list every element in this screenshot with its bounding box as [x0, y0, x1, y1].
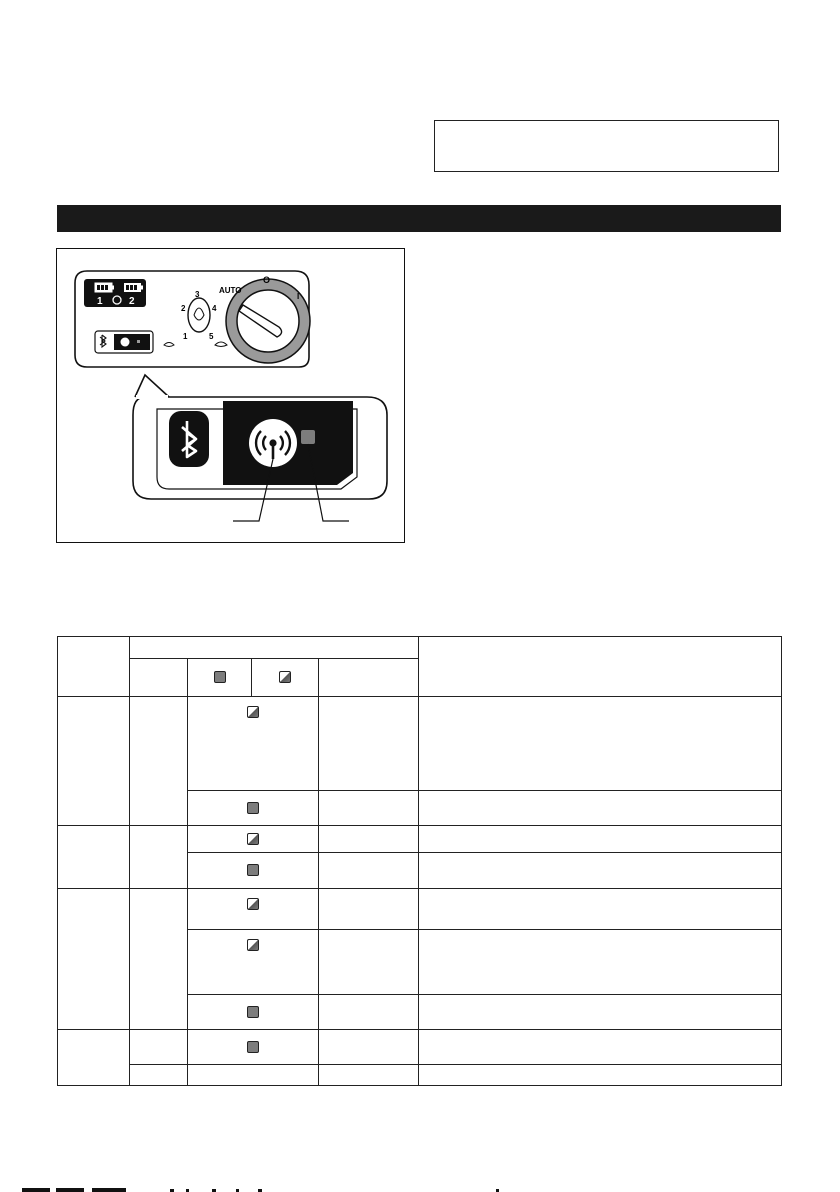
table-cell [319, 930, 419, 995]
lamp-cell [188, 791, 319, 826]
table-cell [319, 697, 419, 791]
status-table [57, 636, 782, 1086]
lamp-blinking-icon [247, 898, 259, 910]
section-heading-bar [57, 205, 781, 232]
bluetooth-badge [169, 411, 209, 467]
wireless-lamp [301, 430, 315, 444]
table-cell [319, 791, 419, 826]
wireless-button-small [114, 334, 150, 350]
dial-number-5: 5 [209, 332, 214, 341]
lamp-blinking-icon [247, 706, 259, 718]
table-cell [188, 1065, 319, 1086]
table-header-row [58, 637, 782, 659]
lamp-cell [188, 930, 319, 995]
speed-dial [188, 298, 210, 332]
wireless-activation-icon [269, 439, 276, 446]
dial-number-4: 4 [212, 304, 217, 313]
table-cell [130, 697, 188, 826]
table-row [58, 697, 782, 791]
lamp-cell [188, 697, 319, 791]
table-row [58, 889, 782, 930]
lamp-on-icon [247, 1006, 259, 1018]
table-cell [319, 826, 419, 853]
table-cell [58, 697, 130, 826]
header-cell [58, 637, 130, 697]
table-cell [419, 1065, 782, 1086]
notice-box [434, 120, 779, 172]
auto-label: AUTO [219, 286, 242, 295]
lamp-cell [188, 995, 319, 1030]
header-cell [319, 659, 419, 697]
table-cell [130, 1030, 188, 1065]
table-cell [419, 889, 782, 930]
dial-number-2: 2 [181, 304, 186, 313]
table-cell [319, 853, 419, 889]
table-row [58, 826, 782, 853]
table-cell [319, 1030, 419, 1065]
panel-illustration [57, 249, 406, 544]
lamp-blinking-icon [247, 833, 259, 845]
on-label: I [297, 292, 300, 301]
table-cell [419, 853, 782, 889]
table-cell [319, 995, 419, 1030]
table-cell [419, 1030, 782, 1065]
lamp-cell [188, 889, 319, 930]
header-cell [419, 637, 782, 697]
table-cell [130, 889, 188, 1030]
battery-1-icon [95, 283, 114, 292]
lamp-on-icon [247, 802, 259, 814]
table-cell [58, 889, 130, 1030]
lamp-cell [188, 853, 319, 889]
table-cell [58, 826, 130, 889]
callout-pointer [135, 375, 169, 397]
table-cell [319, 889, 419, 930]
cropped-footer-text [0, 1186, 840, 1192]
table-row [58, 1030, 782, 1065]
legend-lamp-on-cell [188, 659, 252, 697]
lamp-cell [188, 826, 319, 853]
device-panel-figure [56, 248, 405, 543]
dial-number-1: 1 [183, 332, 188, 341]
table-cell [319, 1065, 419, 1086]
lamp-cell [188, 1030, 319, 1065]
battery-1-label: 1 [97, 296, 103, 307]
battery-2-icon [124, 283, 143, 292]
header-cell [130, 659, 188, 697]
table-row [58, 1065, 782, 1086]
table-cell [419, 930, 782, 995]
legend-lamp-blink-cell [252, 659, 319, 697]
header-cell [130, 637, 419, 659]
wireless-lamp-small [137, 340, 140, 343]
table-cell [130, 826, 188, 889]
table-cell [419, 995, 782, 1030]
lamp-on-icon [214, 671, 226, 683]
off-label: O [263, 275, 271, 285]
lamp-blinking-icon [247, 939, 259, 951]
lamp-on-icon [247, 864, 259, 876]
table-cell [58, 1030, 130, 1086]
table-cell [419, 791, 782, 826]
table-cell [419, 826, 782, 853]
table-cell [419, 697, 782, 791]
lamp-blinking-icon [279, 671, 291, 683]
battery-2-label: 2 [129, 296, 135, 307]
wireless-activation-icon-small [121, 338, 130, 347]
lamp-on-icon [247, 1041, 259, 1053]
dial-number-3: 3 [195, 290, 200, 299]
table-cell [130, 1065, 188, 1086]
